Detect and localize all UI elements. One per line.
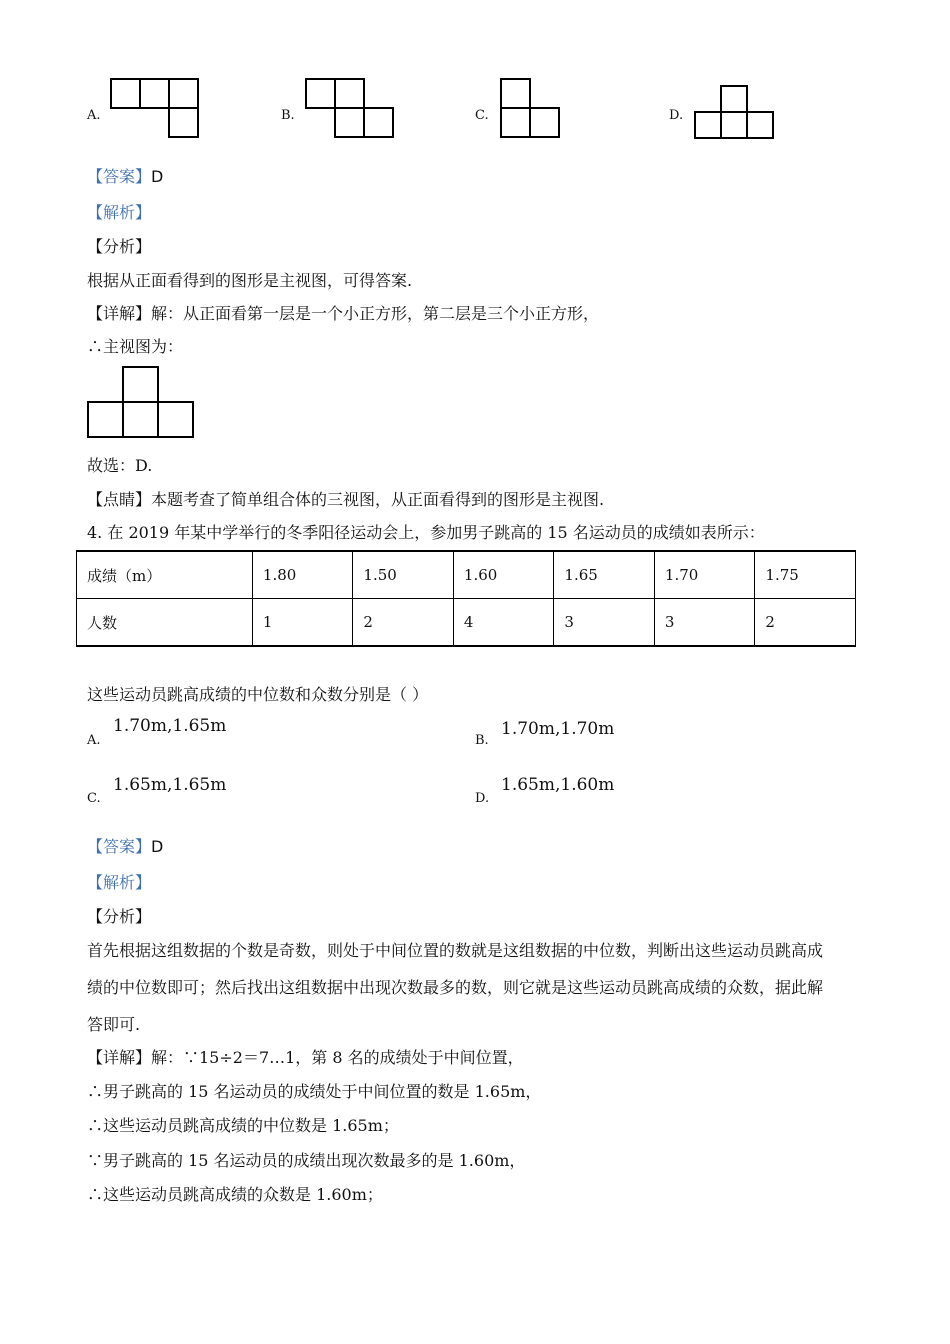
- q4-fenxi-line: 绩的中位数即可；然后找出这组数据中出现次数最多的数，则它就是这些运动员跳高成绩的众数，据此解: [87, 978, 824, 997]
- q3-comment: 【点睛】本题考查了简单组合体的三视图，从正面看得到的图形是主视图.: [87, 490, 605, 509]
- q4-detail-line: ∴男子跳高的 15 名运动员的成绩处于中间位置的数是 1.65m，: [87, 1082, 542, 1101]
- table-row-header: 成绩（m）: [77, 551, 253, 599]
- q3-choose: 故选：D.: [87, 456, 153, 475]
- q3-therefore: ∴主视图为：: [87, 337, 184, 356]
- answer-tag: 【答案】: [87, 837, 152, 856]
- table-cell: 2: [353, 599, 454, 647]
- q3-option-b-figure: [305, 78, 395, 138]
- q3-fenxi-heading: 【分析】: [87, 237, 152, 256]
- q4-fenxi-heading: 【分析】: [87, 907, 152, 926]
- q3-option-a-figure: [110, 78, 202, 138]
- table-cell: 3: [654, 599, 755, 647]
- table-cell: 1.65: [554, 551, 655, 599]
- q4-option-b-label: B.: [475, 733, 489, 748]
- table-cell: 1.50: [353, 551, 454, 599]
- q4-fenxi-line: 首先根据这组数据的个数是奇数，则处于中间位置的数就是这组数据的中位数，判断出这些运动员跳高成: [87, 941, 824, 960]
- table-cell: 1.80: [252, 551, 353, 599]
- q4-detail-line: ∵男子跳高的 15 名运动员的成绩出现次数最多的是 1.60m，: [87, 1151, 526, 1170]
- q3-option-c-label: C.: [475, 108, 489, 123]
- table-cell: 3: [554, 599, 655, 647]
- q4-fenxi-line: 答即可.: [87, 1015, 141, 1034]
- q4-analysis-tag: 【解析】: [87, 873, 152, 892]
- answer-value: D: [151, 167, 164, 186]
- answer-value: D: [151, 837, 164, 856]
- q4-option-d-label: D.: [475, 791, 490, 806]
- table-row-header: 人数: [77, 599, 253, 647]
- q4-question: 这些运动员跳高成绩的中位数和众数分别是（ ）: [87, 685, 429, 704]
- q3-main-view-figure: [87, 366, 195, 438]
- q3-detail: 【详解】解：从正面看第一层是一个小正方形，第二层是三个小正方形，: [87, 304, 600, 323]
- q3-option-c-figure: [500, 78, 562, 138]
- table-row: [77, 599, 856, 647]
- table-cell: 1.75: [755, 551, 856, 599]
- q3-option-b-label: B.: [281, 108, 295, 123]
- table-cell: 1: [252, 599, 353, 647]
- q4-option-d-value: 1.65m,1.60m: [501, 775, 615, 795]
- q4-option-a-label: A.: [87, 733, 101, 748]
- answer-tag: 【答案】: [87, 167, 152, 186]
- table-cell: 2: [755, 599, 856, 647]
- q3-fenxi-text: 根据从正面看得到的图形是主视图，可得答案.: [87, 271, 413, 290]
- table-cell: 1.70: [654, 551, 755, 599]
- q4-option-c-value: 1.65m,1.65m: [113, 775, 227, 795]
- table-cell: 4: [453, 599, 554, 647]
- q3-option-d-figure: [694, 85, 776, 139]
- q4-answer: [87, 834, 163, 857]
- q4-score-table: [76, 550, 856, 647]
- q4-stem: 4. 在 2019 年某中学举行的冬季阳径运动会上，参加男子跳高的 15 名运动员的成绩如表所示：: [87, 523, 765, 542]
- q4-detail-line: ∴这些运动员跳高成绩的中位数是 1.65m；: [87, 1116, 399, 1135]
- q3-option-a-label: A.: [87, 108, 101, 123]
- q3-answer: [87, 164, 163, 187]
- q3-option-d-label: D.: [669, 108, 684, 123]
- table-cell: 1.60: [453, 551, 554, 599]
- q4-option-c-label: C.: [87, 791, 101, 806]
- q4-option-b-value: 1.70m,1.70m: [501, 719, 615, 739]
- q4-detail-line: ∴这些运动员跳高成绩的众数是 1.60m；: [87, 1185, 383, 1204]
- q3-analysis-tag: 【解析】: [87, 203, 152, 222]
- q4-option-a-value: 1.70m,1.65m: [113, 716, 227, 736]
- table-row: [77, 551, 856, 599]
- q4-detail-line: 【详解】解：∵15÷2＝7…1，第 8 名的成绩处于中间位置，: [87, 1048, 524, 1067]
